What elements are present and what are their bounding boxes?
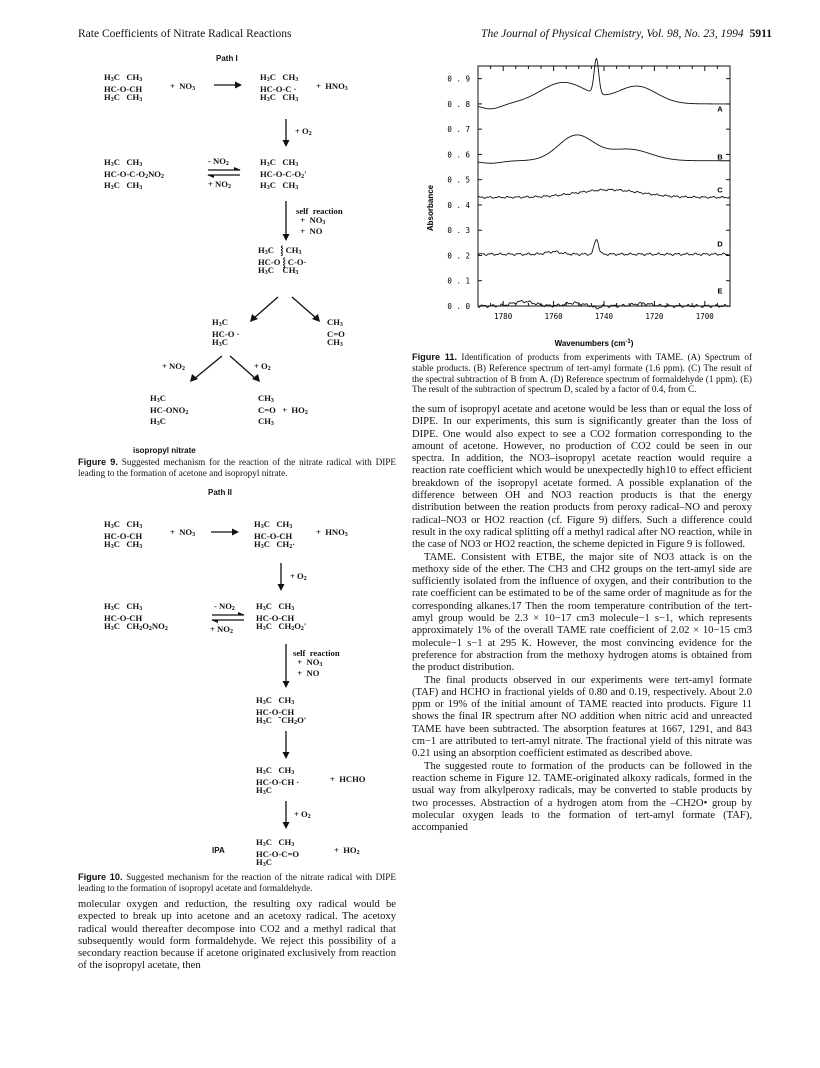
y-tick-label: 0 . 6 [447, 150, 470, 160]
x-axis-label: Wavenumbers $(cm^{-1})$ [554, 339, 634, 348]
fig10-arrow-right-1 [210, 527, 240, 537]
left-column-text [78, 899, 396, 973]
fig9-arrow-right-1 [213, 80, 243, 90]
fig9-equilibrium-arrows [206, 166, 242, 180]
running-header-title: Rate Coefficients of Nitrate Radical Reactions [78, 28, 292, 40]
figure-11-caption-label: Figure 11. [412, 352, 458, 362]
journal-citation: The Journal of Physical Chemistry, Vol. 98, No. 23, 1994 [481, 28, 744, 40]
fig9-no2-plus: + $NO_2$ [208, 179, 231, 190]
left-paragraph: molecular oxygen and reduction, the resulting oxy radical would be expected to break up into acetone and an acetoxy radical. The acetoxy radical would thereafter decompose into CO2 and a methyl radical that subsequently would form formaldehyde. We reject this possibility of a secondary reaction because if acetone originated exclusively from reaction of the isopropyl acetate, then [78, 899, 396, 972]
fig10-ho2-product: + $HO_2$ [334, 845, 360, 856]
page-number: 5911 [749, 28, 772, 40]
fig9-arrow-down-1 [281, 118, 291, 148]
trace-label-c: C [717, 185, 723, 195]
fig10-o2-reagent: + $O_2$ [290, 571, 307, 582]
right-paragraph-3: The final products observed in our experiments were tert-amyl formate (TAF) and HCHO in fractional yields of 0.80 and 0.19, respectively. About 2.0 ppm or 19% of the initial amount of TAME reacted into products. Figure 11 shows the final IR spectrum after NO addition when nitric acid and unreacted TAME have been subtracted. The absorption features at 1667, 1291, and 843 cm−1 are attributed to tert-amyl nitrate. The fractional yield of this nitrate was 0.21 using an absorption coefficient estimated as described above. [412, 674, 752, 760]
y-tick-label: 0 . 5 [447, 175, 470, 185]
fig10-self-reaction-conditions: self reaction + $NO_3$ + NO [293, 648, 340, 679]
fig9-acetone-product: $CH_3$ $C=O + HO_2$ $CH_3$ [258, 393, 308, 428]
fig9-radical-structure: $H_3C$ $CH_3$ HC-O-C · $H_3C$ $CH_3$ [260, 72, 299, 104]
fig10-o2-reagent-2: + $O_2$ [294, 809, 311, 820]
fig10-dipe-structure: $H_3C$ $CH_3$ HC-O-CH $H_3C$ $CH_3$ [104, 519, 143, 551]
acetone-structure: $CH_3$ C=O $CH_3$ [327, 317, 345, 349]
fig10-peroxy-structure: $H_3C$ $CH_3$ HC-O-CH $H_3C$ $CH_2O_2'$ [256, 601, 307, 633]
y-tick-label: 0 . 4 [447, 200, 470, 210]
trace-label-d: D [717, 239, 723, 249]
fig9-o2-reagent: + $O_2$ [295, 126, 312, 137]
isopropyl-nitrate-label: isopropyl nitrate [133, 446, 196, 455]
isopropoxy-radical-structure: $H_3C$ HC-O · $H_3C$ [212, 317, 240, 349]
spectrum-trace-c [478, 189, 730, 198]
fig9-split-arrows [240, 294, 330, 324]
figure-9-caption-label: Figure 9. [78, 457, 118, 467]
y-tick-label: 0 . 8 [447, 99, 470, 109]
fig10-oxy-radical-structure: $H_3C$ $CH_3$ HC-O-CH $H_3C$ $˜CH_2O'$ [256, 695, 307, 727]
fig10-equilibrium-arrows [210, 611, 246, 625]
trace-label-e: E [717, 286, 723, 296]
spectrum-trace-d [478, 240, 730, 256]
ipa-label: IPA [212, 846, 225, 855]
trace-label-a: A [717, 104, 723, 114]
fig10-no2-minus: - $NO_2$ [214, 601, 235, 612]
figure-10-caption [78, 872, 396, 894]
path-i-label: Path I [216, 54, 238, 63]
figure-11-caption-text: Identification of products from experiments with TAME. (A) Spectrum of stable products. (B) Reference spectrum of tert-amyl formate (1.6 ppm). (C) The result of the spectral subtraction of B from A. (D) Reference spectrum of formaldehyde (1 ppm). (E) The result of the subtraction of spectrum D, scaled by a factor of 0.4, from C. [412, 352, 752, 395]
y-tick-label: 0 . 2 [447, 251, 470, 261]
fig10-arrow-down-2 [281, 643, 291, 689]
y-axis-label: Absorbance [426, 184, 435, 232]
y-tick-label: 0 . 1 [447, 276, 470, 286]
figure-9-caption [78, 457, 396, 479]
figure-11-spectrum-chart [412, 58, 752, 358]
y-tick-label: 0 . 9 [447, 74, 470, 84]
trace-label-b: B [717, 152, 723, 162]
fig10-arrow-down-3 [281, 730, 291, 760]
fig10-no3-reagent: + $NO_3$ [170, 527, 196, 538]
y-axis-ticks [447, 75, 730, 311]
fig10-radical-structure: $H_3C$ $CH_3$ HC-O-CH $H_3C$ $CH_2\cdot$ [254, 519, 296, 551]
path-ii-label: Path II [208, 488, 233, 497]
fig9-o2-reagent-2: + $O_2$ [254, 361, 271, 372]
fig10-arrow-down-4 [281, 800, 291, 830]
figure-11-caption [412, 352, 752, 395]
fig9-no2-reagent-2: + $NO_2$ [162, 361, 185, 372]
fig9-peroxynitrate-structure: $H_3C$ $CH_3$ $HC-O-C-O_2NO_2$ $H_3C$ $CH_3$ [104, 157, 164, 192]
x-tick-label: 1700 [695, 312, 714, 321]
fig9-self-reaction-conditions: self reaction + $NO_3$ + NO [296, 206, 343, 237]
dipe-structure: $H_3C$ $CH_3$ HC-O-CH $H_3C$ $CH_3$ [104, 72, 143, 104]
y-tick-label: 0 . 7 [447, 125, 470, 135]
figure-9-caption-text: Suggested mechanism for the reaction of the nitrate radical with DIPE leading to the formation of acetone and isopropyl nitrate. [78, 457, 396, 478]
isopropyl-acetate-structure: $H_3C$ $CH_3$ HC-O-C=O $H_3C$ [256, 837, 300, 869]
fig9-no2-minus: - $NO_2$ [208, 156, 229, 167]
fig10-arrow-down-1 [276, 562, 286, 592]
y-tick-label: 0 . 0 [447, 302, 470, 311]
fig9-hno3-reagent: + $HNO_3$ [316, 81, 348, 92]
figure-10-caption-label: Figure 10. [78, 872, 123, 882]
spectrum-traces [478, 58, 730, 308]
fig10-hcho-product: + HCHO [330, 774, 366, 784]
right-paragraph-1: the sum of isopropyl acetate and acetone would be less than or equal the loss of DIPE. In our experiments, this sum is significantly greater than the loss of DIPE. One would also expect to see a CO2 formation corresponding to the amount of acetone. However, no production of CO2 could be seen in our spectra. In addition, the NO3–isopropyl acetate reaction would require a reaction rate coefficient which would be unexpectedly high10 to effect efficient breakdown of the isopropyl acetate formed. A possible explanation of the difference between OH and NO3 reaction products is that the energy distribution between the reation products from peroxy radical–NO and peroxy radical–NO3 or HO2 reaction (cf. Figure 9) differs. Such a difference could result in the oxy radical splitting off a methyl radical after NO reaction, while in the case of NO3 or HO2 reaction, the scheme depicted in Figure 9 is followed. [412, 404, 752, 551]
fig10-hno3-reagent: + $HNO_3$ [316, 527, 348, 538]
fig10-peroxynitrate-structure: $H_3C$ $CH_3$ HC-O-CH $H_3C$ $CH_2O_2NO_2$ [104, 601, 168, 633]
fig9-no3-reagent: + $NO_3$ [170, 81, 196, 92]
fig9-peroxy-structure: $H_3C$ $CH_3$ $HC-O-C-O_2'$ $H_3C$ $CH_3$ [260, 157, 307, 192]
isopropyl-nitrate-structure: $H_3C$ $HC-ONO_2$ $H_3C$ [150, 393, 189, 428]
x-tick-label: 1760 [544, 312, 563, 321]
y-tick-label: 0 . 3 [447, 226, 470, 236]
x-tick-label: 1780 [494, 312, 513, 321]
running-header-journal [481, 28, 772, 40]
x-tick-label: 1740 [594, 312, 614, 321]
right-paragraph-2: TAME. Consistent with ETBE, the major site of NO3 attack is on the methoxy side of the ether. The CH3 and CH2 groups on the tert-amyl side are sufficiently isolated from the influence of oxygen, and their contribution to the rate coefficient can be estimated to be of the same order of magnitude as for the corresponding alkanes.17 Then the room temperature contribution of the tert-amyl group would be 2.3 × 10−17 cm3 molecule−1 s−1, which represents approximately 1% of the overall TAME rate coefficient of 2.02 × 10−15 cm3 molecule−1 s−1 at 295 K. However, the most convincing evidence for the preference for abstraction from the methoxy hydrogen atoms is obtained from the product distribution. [412, 551, 752, 674]
x-tick-label: 1720 [645, 312, 664, 321]
figure-10-caption-text: Suggested mechanism for the reaction of the nitrate radical with DIPE leading to the formation of isopropyl acetate and formaldehyde. [78, 872, 396, 893]
trace-labels [717, 104, 723, 295]
fig10-no2-plus: + $NO_2$ [210, 624, 233, 635]
right-column-text [412, 404, 752, 834]
right-paragraph-4: The suggested route to formation of the products can be followed in the reaction scheme in Figure 12. TAME-originated alkoxy radicals, formed in the usual way from alkylperoxy radicals, may be converted to stable products by two processes. Abstraction of a hydrogen atom from the –CH2O• group by molecular oxygen leads to the formation of tert-amyl formate (TAF), accompanied [412, 760, 752, 834]
x-axis-ticks [478, 66, 730, 321]
fig9-oxy-radical-structure: $H_3C$ ⸾ $CH_3$ HC-O ⸾ C-O· $H_3C$ $CH_3$ [258, 245, 307, 277]
fig9-arrow-down-2 [281, 200, 291, 242]
fig10-intermediate-structure: $H_3C$ $CH_3$ HC-O-CH · $H_3C$ [256, 765, 300, 797]
spectrum-trace-b [478, 135, 730, 163]
